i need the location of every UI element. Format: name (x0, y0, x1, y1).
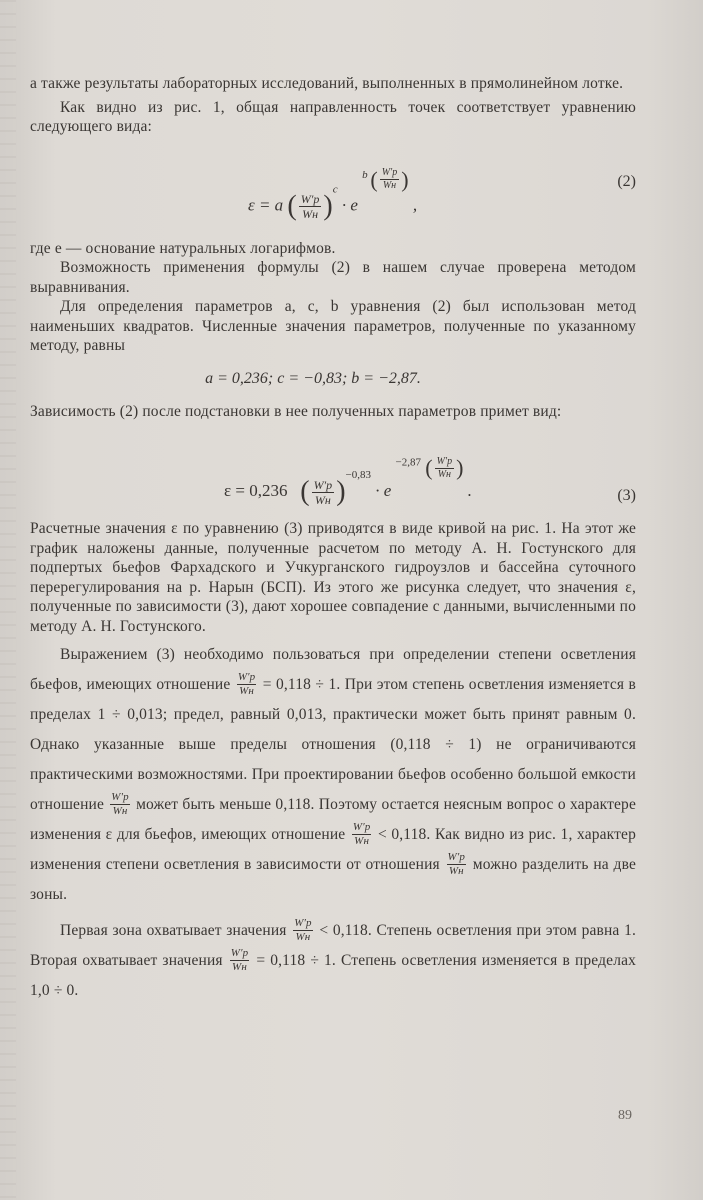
formula-2-dot-e: · e (341, 195, 358, 215)
formula-3-exp-ratio-num: W′p (436, 455, 453, 467)
ratio-fraction-5-num: W′p (294, 916, 312, 929)
paragraph-8-part-5: можно разделить на две зоны. (30, 856, 636, 903)
paragraph-4: Возможность применения формулы (2) в нашем случае проверена методом выравнивания. (30, 259, 636, 296)
formula-3-dot-e: · e (375, 480, 392, 500)
formula-3-number: (3) (617, 487, 636, 504)
book-spine-edge (0, 0, 16, 1200)
ratio-fraction-4-den: Wн (448, 864, 464, 877)
ratio-fraction-4-num: W′p (447, 850, 466, 863)
ratio-fraction-2-den: Wн (112, 804, 128, 817)
page-number: 89 (618, 1108, 632, 1123)
ratio-fraction-6-num: W′p (230, 946, 249, 959)
ratio-fraction-1 (237, 671, 257, 698)
paragraph-8-part-3: может быть меньше 0,118. Поэтому остается неясным вопрос о характере изменения ε для бьефов, имеющих отношение (30, 796, 636, 843)
formula-3-exp2-group (396, 455, 464, 481)
paragraph-3: где e — основание натуральных логарифмов. (30, 239, 336, 257)
formula-2 (30, 143, 636, 227)
formula-2-exp-paren-close: ) (401, 166, 409, 192)
paragraph-8 (30, 640, 636, 910)
formula-2-exp-ratio-num: W′p (381, 167, 398, 178)
paragraph-9-part-3: = 0,118 ÷ 1. Степень осветления изменяется в пределах 1,0 ÷ 0. (30, 952, 637, 999)
formula-3-exp2: −2,87 (395, 456, 421, 469)
formula-2-exp-paren-open: ( (370, 166, 378, 192)
formula-2-lhs: ε = a (248, 195, 284, 215)
formula-2-number: (2) (617, 172, 636, 190)
ratio-fraction-5-den: Wн (295, 930, 311, 943)
formula-2-exp-ratio-den: Wн (382, 180, 397, 191)
formula-3-exp1: −0,83 (345, 468, 371, 481)
ratio-fraction-6 (230, 947, 250, 974)
formula-2-exp-ratio (380, 167, 400, 192)
paragraph-1: а также результаты лабораторных исследований, выполненных в прямолинейном лотке. (30, 75, 624, 92)
ratio-fraction-2-num: W′p (111, 790, 129, 803)
ratio-fraction-4 (447, 851, 467, 878)
ratio-fraction-1-num: W′p (237, 670, 256, 683)
paragraph-8-part-4: < 0,118. Как видно из рис. 1, характер изменения степени осветления в зависимости от отношения (30, 826, 636, 873)
paragraph-2: Как видно из рис. 1, общая направленность точек соответствует уравнению следующего вида: (30, 98, 636, 135)
formula-3-exp-ratio-den: Wн (437, 468, 451, 480)
ratio-fraction-5 (293, 917, 313, 944)
formula-3-exp-ratio (435, 456, 455, 481)
ratio-fraction-3 (352, 821, 372, 848)
paragraph-9 (30, 916, 636, 1006)
formula-2-ratio (299, 192, 322, 221)
formula-3-exp-paren-close: ) (456, 455, 464, 480)
formula-3-ratio (312, 478, 335, 507)
formula-3 (30, 425, 636, 519)
formula-3-lhs: ε = 0,236 (224, 480, 288, 500)
paragraph-9-part-1: Первая зона охватывает значения (60, 922, 287, 939)
formula-2-paren-close: ) (323, 190, 333, 222)
formula-2-exp-b-group (362, 167, 408, 193)
ratio-fraction-6-den: Wн (232, 960, 247, 973)
ratio-fraction-3-den: Wн (354, 834, 370, 847)
formula-2-paren-open: ( (287, 190, 297, 222)
ratio-fraction-2 (110, 791, 130, 818)
paragraph-8-part-2: = 0,118 ÷ 1. При этом степень осветления изменяется в пределах 1 ÷ 0,013; предел, равный 0,013, практически может быть принят равным 0. Однако указанные выше пределы отношения (0,118 ÷ 1) не ограничиваются практическими возможностями. При проектировании бьефов особенно большой емкости отношение (30, 676, 637, 813)
paragraph-6: Зависимость (2) после подстановки в нее полученных параметров примет вид: (30, 402, 562, 420)
formula-2-ratio-num: W′p (300, 191, 320, 206)
formula-2-exp-b: b (362, 168, 368, 181)
formula-3-paren-open: ( (300, 476, 310, 507)
parameters-line: a = 0,236; c = −0,83; b = −2,87. (205, 369, 421, 387)
formula-3-ratio-num: W′p (313, 477, 333, 492)
paragraph-5: Для определения параметров a, c, b уравнения (2) был использован метод наименьших квадратов. Численные значения параметров, полученные по указанному методу, равны (30, 298, 636, 354)
ratio-fraction-3-num: W′p (352, 820, 371, 833)
page-content (30, 74, 636, 1006)
formula-2-exp-c: c (332, 183, 338, 196)
formula-2-ratio-den: Wн (302, 206, 319, 221)
paragraph-7: Расчетные значения ε по уравнению (3) приводятся в виде кривой на рис. 1. На этот же график наложены данные, полученные расчетом по методу А. Н. Гостунского для подпертых бьефов Фархадского и Учкурганского гидроузлов и бассейна суточного перерегулирования на р. Нарын (БСП). Из этого же рисунка следует, что значения ε, полученные по зависимости (3), дают хорошее совпадение с данными, вычисленными по методу А. Н. Гостунского. (30, 520, 636, 635)
formula-3-tail: . (467, 480, 472, 500)
paragraph-9-part-2: < 0,118. Степень осветления при этом равна 1. Вторая охватывает значения (30, 922, 636, 969)
paragraph-8-part-1: Выражением (3) необходимо пользоваться при определении степени осветления бьефов, имеющих отношение (30, 646, 636, 693)
formula-3-exp-paren-open: ( (425, 455, 433, 480)
ratio-fraction-1-den: Wн (239, 684, 255, 697)
formula-3-paren-close: ) (336, 476, 346, 507)
formula-2-tail: , (412, 195, 418, 215)
formula-3-ratio-den: Wн (314, 492, 331, 507)
